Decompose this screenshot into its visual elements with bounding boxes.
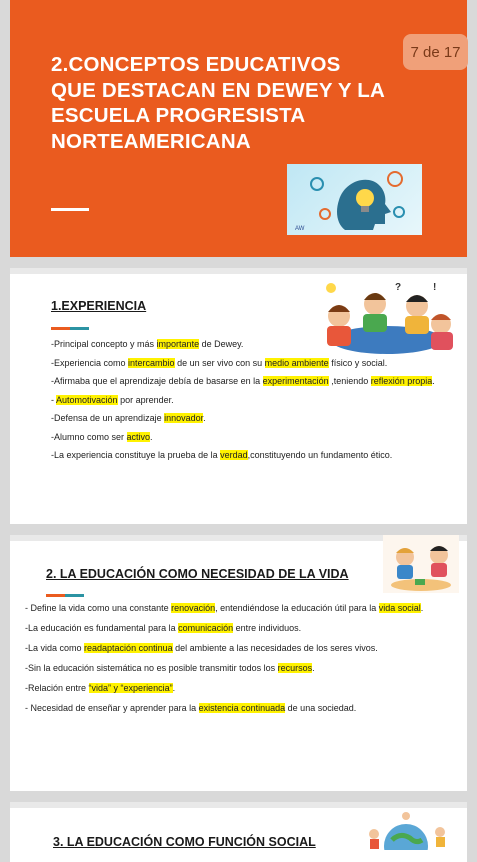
slide-top-band xyxy=(10,268,467,274)
item-text: . xyxy=(150,431,153,442)
highlighted-text: recursos xyxy=(277,663,313,673)
list-item xyxy=(51,450,446,461)
item-text: -La experiencia constituye la prueba de la xyxy=(51,450,221,460)
highlighted-text: intercambio xyxy=(128,357,175,368)
item-text: - Define la vida como una constante xyxy=(25,603,172,613)
item-text: de Dewey. xyxy=(199,339,244,349)
list-item xyxy=(51,432,446,443)
item-text: -Experiencia como xyxy=(51,357,129,368)
globe-people-illustration xyxy=(360,810,455,850)
slide-experiencia xyxy=(10,268,467,524)
list-item xyxy=(51,376,446,387)
item-text: entre individuos. xyxy=(233,623,302,633)
item-text: - xyxy=(51,394,57,405)
title-divider xyxy=(51,208,89,211)
item-text: del ambiente a las necesidades de los seres vivos. xyxy=(172,643,378,653)
list-item xyxy=(51,413,446,424)
title-accent-bar xyxy=(46,594,84,597)
item-text: -Principal concepto y más xyxy=(51,339,157,349)
highlighted-text: medio ambiente xyxy=(264,357,329,368)
item-text: -Defensa de un aprendizaje xyxy=(51,413,165,423)
item-text: . xyxy=(432,376,435,386)
list-item xyxy=(51,339,446,350)
item-text: ,teniendo xyxy=(328,376,371,386)
item-text: . xyxy=(312,663,315,673)
list-item xyxy=(25,643,435,654)
highlighted-text: vida social xyxy=(378,603,421,613)
highlighted-text: “vida” y “experiencia” xyxy=(88,683,173,693)
item-text: . xyxy=(420,603,424,613)
page-indicator: 7 de 17 xyxy=(403,34,468,70)
item-text: , entendiéndose la educación útil para la xyxy=(215,603,379,613)
highlighted-text: verdad xyxy=(220,450,248,460)
highlighted-text: Automotivación xyxy=(56,394,118,405)
item-text: de un ser vivo con su xyxy=(174,357,265,368)
svg-text:!: ! xyxy=(433,282,437,293)
kids-playing-illustration xyxy=(383,535,459,593)
item-text: por aprender. xyxy=(117,394,174,405)
item-text: . xyxy=(203,413,206,423)
item-text: de una sociedad. xyxy=(285,703,357,713)
title-slide xyxy=(10,0,467,257)
highlighted-text: reflexión propia xyxy=(370,376,433,386)
list-item xyxy=(51,395,446,406)
item-text: -Afirmaba que el aprendizaje debía de basarse en la xyxy=(51,376,263,386)
item-text: . xyxy=(172,683,176,693)
highlighted-text: renovación xyxy=(171,603,216,613)
necesidad-vida-list xyxy=(25,603,435,723)
section-title: 3. LA EDUCACIÓN COMO FUNCIÓN SOCIAL xyxy=(53,835,316,849)
section-title: 2. LA EDUCACIÓN COMO NECESIDAD DE LA VIDA xyxy=(46,567,349,581)
highlighted-text: experimentación xyxy=(262,376,329,386)
experiencia-list xyxy=(51,339,446,469)
highlighted-text: comunicación xyxy=(178,623,234,633)
item-text: - Necesidad de enseñar y aprender para la xyxy=(25,703,199,713)
highlighted-text: importante xyxy=(156,339,200,349)
list-item xyxy=(25,623,435,634)
title-accent-bar xyxy=(51,327,89,330)
highlighted-text: existencia continuada xyxy=(198,703,286,713)
lightbulb-head-icon xyxy=(287,164,422,235)
item-text: -Alumno como ser xyxy=(51,431,127,442)
item-text: ,constituyendo un fundamento ético. xyxy=(247,450,393,460)
item-text: -Relación entre xyxy=(25,683,89,693)
list-item xyxy=(25,703,435,714)
highlighted-text: innovador xyxy=(164,413,204,423)
item-text: -La educación es fundamental para la xyxy=(25,623,179,633)
list-item xyxy=(25,683,435,694)
svg-text:AW: AW xyxy=(295,226,305,232)
item-text: físico y social. xyxy=(328,357,388,368)
item-text: -La vida como xyxy=(25,643,85,653)
slide-top-band xyxy=(10,802,467,808)
list-item xyxy=(51,358,446,369)
svg-text:?: ? xyxy=(395,282,402,293)
highlighted-text: activo xyxy=(126,431,151,442)
slide-title: 2.CONCEPTOS EDUCATIVOS QUE DESTACAN EN DEWEY Y LA ESCUELA PROGRESISTA NORTEAMERICANA xyxy=(51,53,385,153)
slide-necesidad-vida xyxy=(10,535,467,791)
slide-funcion-social xyxy=(10,802,467,862)
highlighted-text: readaptación continua xyxy=(84,643,173,653)
item-text: -Sin la educación sistemática no es posible transmitir todos los xyxy=(25,663,278,673)
list-item xyxy=(25,603,435,614)
section-title: 1.EXPERIENCIA xyxy=(51,299,147,313)
list-item xyxy=(25,663,435,674)
